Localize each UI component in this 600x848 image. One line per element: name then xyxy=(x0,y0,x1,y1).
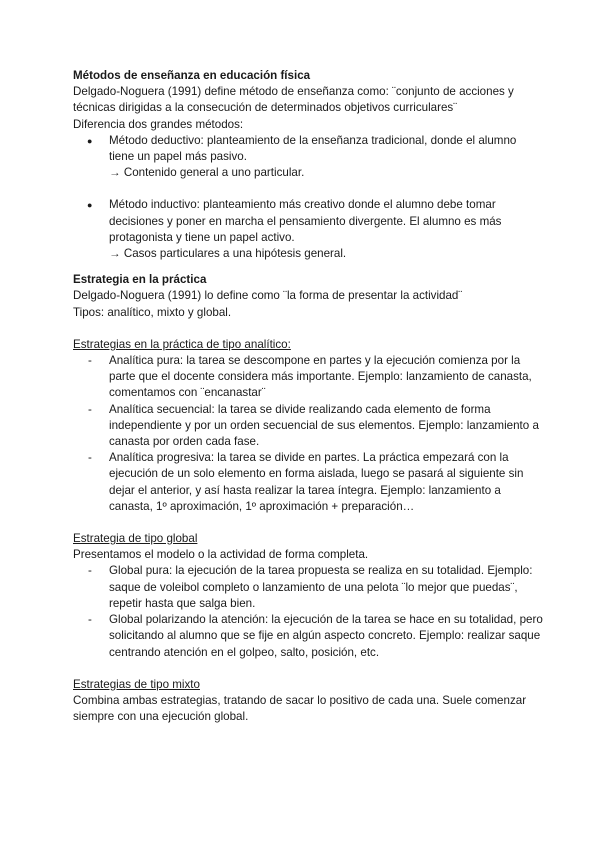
list-item-deductivo xyxy=(73,133,543,182)
inductivo-arrow-note: → Casos particulares a una hipótesis general. xyxy=(109,247,347,261)
tipos-estrategia: Tipos: analítico, mixto y global. xyxy=(73,305,232,319)
analitico-list xyxy=(73,353,543,515)
list-item: - Global polarizando la atención: la ejecución de la tarea se hace en su totalidad, pero solicitando al alumno que se fije en algún aspecto concreto. Ejemplo: realizar saque centrando atención en el golpeo, salto, posición, etc. xyxy=(73,612,543,661)
global-list xyxy=(73,563,543,660)
section-title-estrategia: Estrategia en la práctica xyxy=(73,273,207,287)
document-page xyxy=(73,68,543,725)
definition-metodo: Delgado-Noguera (1991) define método de enseñanza como: ¨conjunto de acciones y técnicas dirigidas a la consecución de determinados objetivos curriculares¨ xyxy=(73,85,514,115)
global-intro: Presentamos el modelo o la actividad de forma completa. xyxy=(73,548,369,562)
list-item: - Analítica progresiva: la tarea se divide en partes. La práctica empezará con la ejecución de un solo elemento en forma aislada, luego se pasará al siguiente sin dejar el anterior, y así hasta realizar la tarea íntegra. Ejemplo: lanzamiento a canasta, 1º aproximación, 1º aproximación + preparación… xyxy=(73,450,543,515)
list-item: - Analítica pura: la tarea se descompone en partes y la ejecución comienza por la parte que el docente considera más importante. Ejemplo: lanzamiento de canasta, comentamos con ¨encanastar¨ xyxy=(73,353,543,402)
definition-estrategia: Delgado-Noguera (1991) lo define como ¨la forma de presentar la actividad¨ xyxy=(73,289,463,303)
list-item-inductivo xyxy=(73,197,543,262)
list-item: - Analítica secuencial: la tarea se divide realizando cada elemento de forma independiente y por un orden secuencial de sus elementos. Ejemplo: lanzamiento a canasta por orden cada fase. xyxy=(73,402,543,451)
section-title-global: Estrategia de tipo global xyxy=(73,532,198,546)
mixto-description: Combina ambas estrategias, tratando de sacar lo positivo de cada una. Suele comenzar siempre con una ejecución global. xyxy=(73,693,527,724)
section-title-metodos: Métodos de enseñanza en educación física xyxy=(73,69,311,82)
intro-metodos: Diferencia dos grandes métodos: xyxy=(73,117,244,131)
deductivo-arrow-note: → Contenido general a uno particular. xyxy=(109,166,305,180)
section-title-analitico: Estrategias en la práctica de tipo analítico: xyxy=(73,337,291,351)
section-title-mixto: Estrategias de tipo mixto xyxy=(73,677,200,691)
methods-list xyxy=(73,133,543,262)
deductivo-text: Método deductivo: planteamiento de la enseñanza tradicional, donde el alumno tiene un papel más pasivo. xyxy=(109,133,517,164)
list-item: - Global pura: la ejecución de la tarea propuesta se realiza en su totalidad. Ejemplo: saque de voleibol completo o lanzamiento de una pelota ¨lo mejor que puedas¨, repetir hasta que salga bien. xyxy=(73,563,543,612)
inductivo-text: Método inductivo: planteamiento más creativo donde el alumno debe tomar decisiones y poner en marcha el pensamiento divergente. El alumno es más protagonista y tiene un papel activo. xyxy=(109,198,502,244)
